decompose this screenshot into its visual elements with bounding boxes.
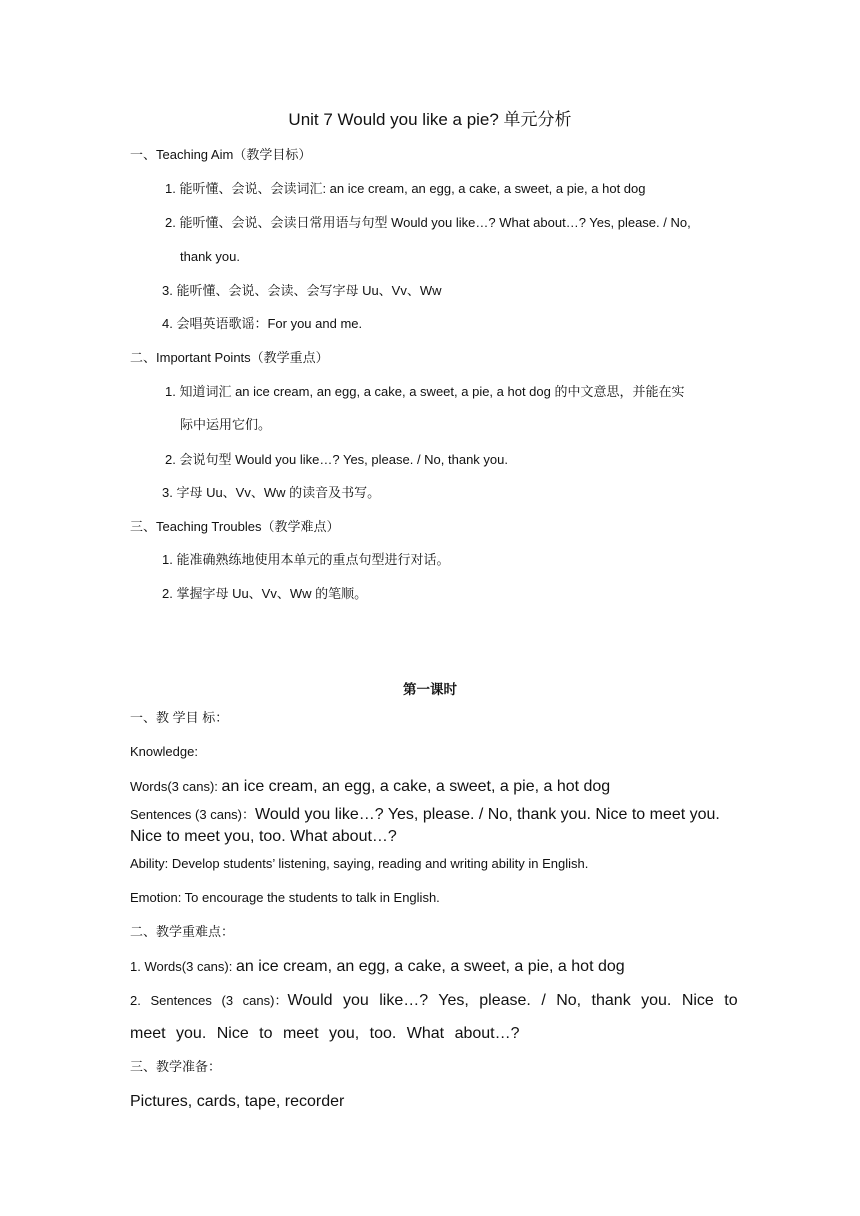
- sentences-text-continuation: Nice to meet you, too. What about…?: [130, 828, 397, 845]
- aim-item-2-continuation: thank you.: [180, 249, 240, 264]
- point-item-2: 2. 会说句型 Would you like…? Yes, please. / No, thank you.: [165, 452, 508, 467]
- words-line: [130, 776, 610, 798]
- teaching-troubles-heading: 三、Teaching Troubles（教学难点）: [130, 519, 340, 534]
- preparation-text: Pictures, cards, tape, recorder: [130, 1093, 345, 1110]
- trouble-item-2: 2. 掌握字母 Uu、Vv、Ww 的笔顺。: [162, 586, 368, 601]
- sentences-label: Sentences (3 cans)：: [130, 807, 256, 822]
- important-points-heading: 二、Important Points（教学重点）: [130, 350, 329, 365]
- key-sentences-continuation: meet you. Nice to meet you, too. What about…?: [130, 1025, 520, 1042]
- trouble-item-1: 1. 能准确熟练地使用本单元的重点句型进行对话。: [162, 552, 450, 567]
- key-words-line: [130, 956, 625, 978]
- aim-item-4: 4. 会唱英语歌谣：For you and me.: [162, 316, 363, 331]
- preparation-heading: 三、教学准备：: [130, 1059, 222, 1074]
- key-points-heading: 二、教学重难点：: [130, 924, 235, 939]
- key-sentences-line: [130, 990, 738, 1012]
- lesson-title: 第一课时: [403, 682, 457, 697]
- key-sentences-text: Would you like…? Yes, please. / No, thank you. Nice to: [287, 992, 738, 1009]
- teaching-aim-heading: 一、Teaching Aim（教学目标）: [130, 147, 312, 162]
- words-text: an ice cream, an egg, a cake, a sweet, a pie, a hot dog: [221, 778, 611, 795]
- lesson-goal-heading: 一、教 学目 标：: [130, 710, 229, 725]
- ability-line: Ability: Develop students’ listening, saying, reading and writing ability in English.: [130, 856, 589, 871]
- key-sentences-label: 2. Sentences (3 cans)：: [130, 993, 288, 1008]
- point-item-3: 3. 字母 Uu、Vv、Ww 的读音及书写。: [162, 485, 381, 500]
- key-words-label: 1. Words(3 cans):: [130, 959, 236, 974]
- sentences-text: Would you like…? Yes, please. / No, thank you. Nice to meet you.: [255, 806, 720, 823]
- point-item-1-continuation: 际中运用它们。: [180, 417, 272, 432]
- words-label: Words(3 cans):: [130, 779, 222, 794]
- point-item-1: 1. 知道词汇 an ice cream, an egg, a cake, a sweet, a pie, a hot dog 的中文意思，并能在实: [165, 384, 685, 399]
- unit-title: Unit 7 Would you like a pie? 单元分析: [288, 110, 572, 129]
- aim-item-1: 1. 能听懂、会说、会读词汇: an ice cream, an egg, a cake, a sweet, a pie, a hot dog: [165, 181, 646, 196]
- sentences-line: [130, 804, 720, 826]
- emotion-line: Emotion: To encourage the students to talk in English.: [130, 890, 440, 905]
- knowledge-label: Knowledge:: [130, 744, 198, 759]
- key-words-text: an ice cream, an egg, a cake, a sweet, a pie, a hot dog: [235, 958, 625, 975]
- aim-item-2: 2. 能听懂、会说、会读日常用语与句型 Would you like…? What about…? Yes, please. / No,: [165, 215, 691, 230]
- aim-item-3: 3. 能听懂、会说、会读、会写字母 Uu、Vv、Ww: [162, 283, 442, 298]
